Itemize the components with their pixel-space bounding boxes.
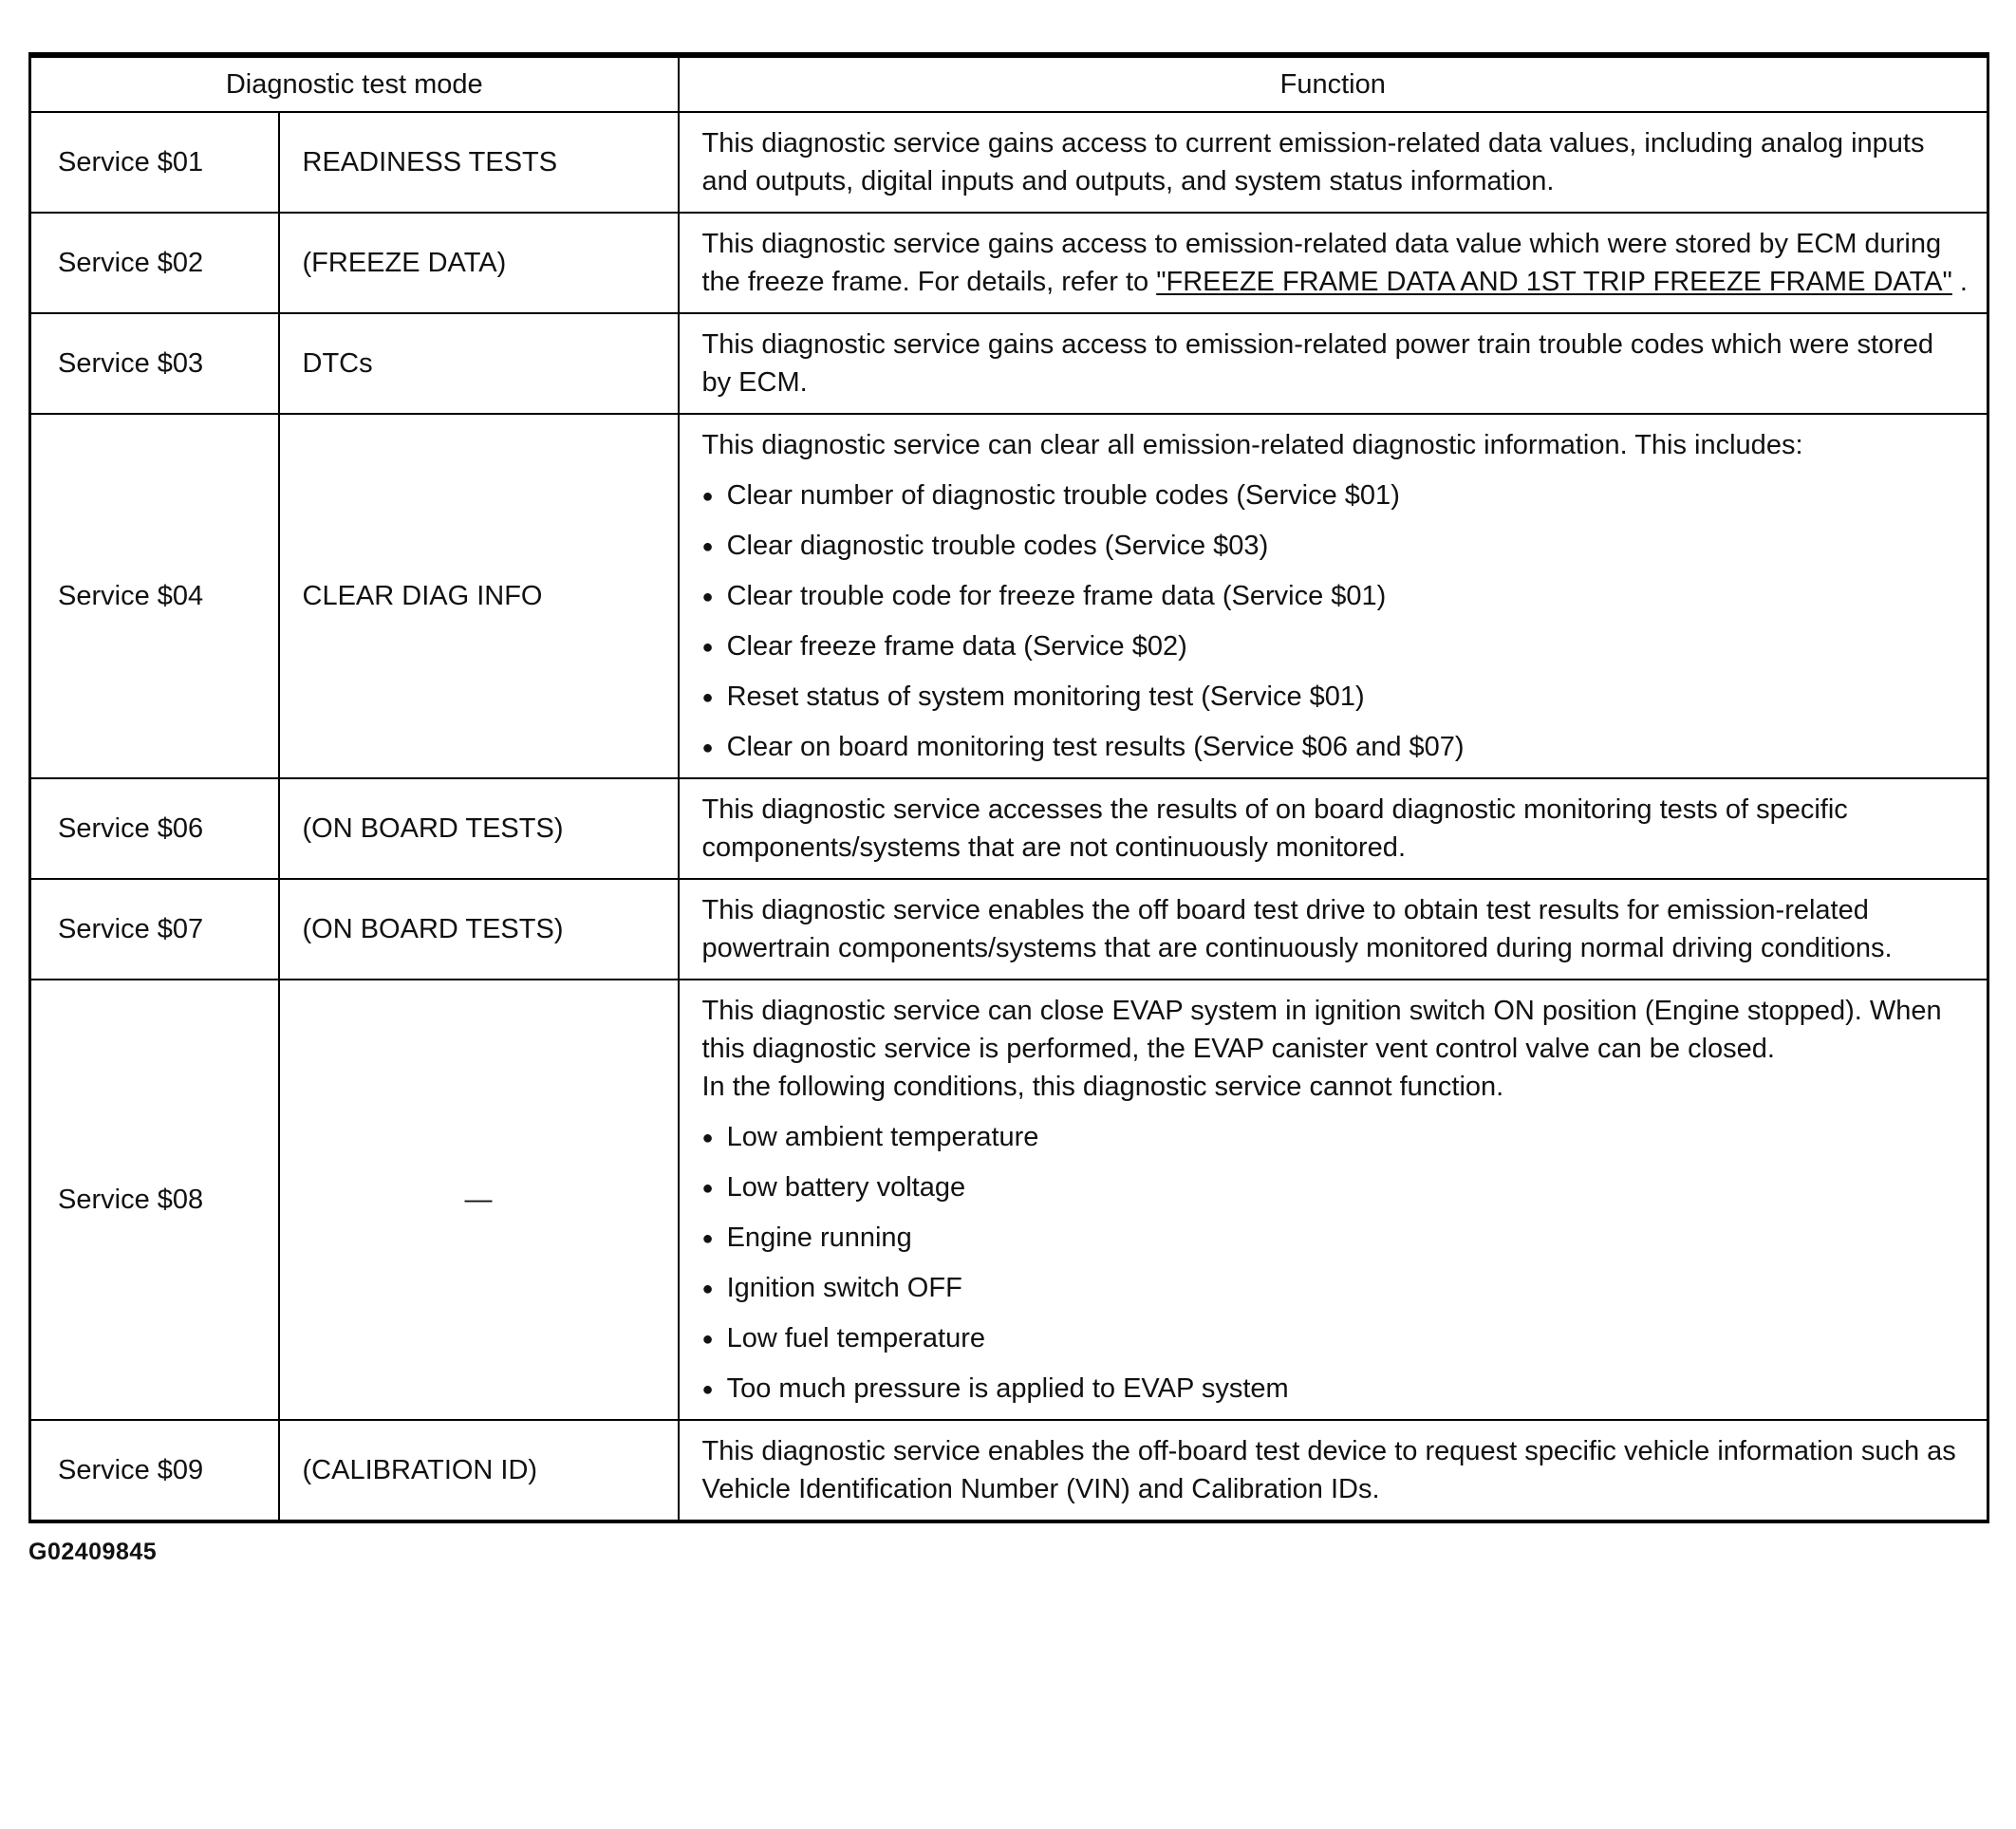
table-row xyxy=(30,213,1988,313)
bullet-text: Low fuel temperature xyxy=(726,1323,986,1354)
bullet-text: Reset status of system monitoring test (Service $01) xyxy=(726,681,1365,713)
table-row xyxy=(30,414,1988,778)
mode-cell: — xyxy=(279,980,679,1420)
bullet-icon: ● xyxy=(701,486,714,508)
table-header xyxy=(30,55,1988,112)
bullet-text: Engine running xyxy=(726,1222,912,1254)
service-cell: Service $02 xyxy=(30,213,279,313)
service-cell: Service $01 xyxy=(30,112,279,213)
function-paragraph xyxy=(702,426,1969,464)
service-cell: Service $03 xyxy=(30,313,279,414)
mode-cell: READINESS TESTS xyxy=(279,112,679,213)
table-body xyxy=(30,112,1988,1521)
function-paragraph xyxy=(702,1432,1969,1508)
bullet-text: Ignition switch OFF xyxy=(726,1273,962,1304)
bullet-text: Low ambient temperature xyxy=(726,1122,1039,1153)
function-paragraph xyxy=(702,891,1969,967)
bullet-text: Clear trouble code for freeze frame data (Service $01) xyxy=(726,581,1387,612)
bullet-item xyxy=(702,527,1969,565)
mode-cell: (FREEZE DATA) xyxy=(279,213,679,313)
function-text: This diagnostic service gains access to current emission-related data values, including analog inputs and outputs, digital inputs and outputs, and system status information. xyxy=(701,128,1925,197)
function-text: This diagnostic service accesses the results of on board diagnostic monitoring tests of specific components/systems that are not continuously monitored. xyxy=(701,794,1848,864)
function-cell xyxy=(679,414,1988,778)
function-text: This diagnostic service can clear all emission-related diagnostic information. This includes: xyxy=(701,430,1803,461)
bullet-icon: ● xyxy=(701,687,714,709)
bullet-icon: ● xyxy=(701,1128,714,1149)
bullet-item xyxy=(702,577,1969,615)
bullet-text: Clear diagnostic trouble codes (Service $03) xyxy=(726,531,1269,562)
function-paragraph xyxy=(702,1068,1969,1106)
function-paragraph xyxy=(702,992,1969,1068)
bullet-item xyxy=(702,1219,1969,1257)
bullet-icon: ● xyxy=(701,1178,714,1200)
bullet-text: Low battery voltage xyxy=(726,1172,966,1204)
bullet-item xyxy=(702,476,1969,514)
reference-link[interactable]: "FREEZE FRAME DATA AND 1ST TRIP FREEZE FRAME DATA" xyxy=(1156,267,1952,298)
function-cell xyxy=(679,213,1988,313)
table-row xyxy=(30,1420,1988,1521)
bullet-item xyxy=(702,1370,1969,1408)
table-row xyxy=(30,112,1988,213)
header-function: Function xyxy=(679,55,1988,112)
service-cell: Service $07 xyxy=(30,879,279,980)
mode-cell: (CALIBRATION ID) xyxy=(279,1420,679,1521)
bullet-icon: ● xyxy=(701,737,714,759)
table-row xyxy=(30,980,1988,1420)
diagnostic-test-mode-table xyxy=(28,52,1989,1523)
function-text: In the following conditions, this diagnostic service cannot function. xyxy=(701,1072,1504,1103)
function-cell xyxy=(679,778,1988,879)
bullet-item xyxy=(702,1118,1969,1156)
mode-cell: DTCs xyxy=(279,313,679,414)
function-text: This diagnostic service enables the off board test drive to obtain test results for emission-related powertrain components/systems that are continuously monitored during normal driving conditions. xyxy=(701,895,1893,964)
function-cell xyxy=(679,313,1988,414)
bullet-icon: ● xyxy=(701,587,714,608)
bullet-icon: ● xyxy=(701,1278,714,1300)
bullet-item xyxy=(702,678,1969,716)
mode-cell: (ON BOARD TESTS) xyxy=(279,778,679,879)
function-paragraph xyxy=(702,791,1969,867)
function-text: This diagnostic service gains access to emission-related power train trouble codes which were stored by ECM. xyxy=(701,329,1934,399)
function-text: This diagnostic service gains access to emission-related data value which were stored by ECM during the freeze frame. For details, refer to xyxy=(701,229,1942,298)
bullet-text: Clear on board monitoring test results (Service $06 and $07) xyxy=(726,732,1465,763)
table-row xyxy=(30,778,1988,879)
function-cell xyxy=(679,1420,1988,1521)
bullet-text: Clear number of diagnostic trouble codes (Service $01) xyxy=(726,480,1400,512)
bullet-item xyxy=(702,1168,1969,1206)
function-cell xyxy=(679,980,1988,1420)
bullet-icon: ● xyxy=(701,1379,714,1401)
bullet-icon: ● xyxy=(701,1228,714,1250)
bullet-item xyxy=(702,1269,1969,1307)
table-row xyxy=(30,879,1988,980)
header-diagnostic-test-mode: Diagnostic test mode xyxy=(30,55,679,112)
bullet-text: Clear freeze frame data (Service $02) xyxy=(726,631,1187,663)
bullet-item xyxy=(702,627,1969,665)
function-text: . xyxy=(1951,267,1968,298)
service-cell: Service $08 xyxy=(30,980,279,1420)
figure-id: G02409845 xyxy=(28,1539,158,1566)
bullet-item xyxy=(702,728,1969,766)
function-text: This diagnostic service enables the off-board test device to request specific vehicle information such as Vehicle Identification Number (VIN) and Calibration IDs. xyxy=(701,1436,1956,1505)
bullet-icon: ● xyxy=(701,1329,714,1351)
service-cell: Service $06 xyxy=(30,778,279,879)
function-paragraph xyxy=(702,225,1969,301)
function-cell xyxy=(679,112,1988,213)
bullet-item xyxy=(702,1319,1969,1357)
service-cell: Service $04 xyxy=(30,414,279,778)
mode-cell: CLEAR DIAG INFO xyxy=(279,414,679,778)
mode-cell: (ON BOARD TESTS) xyxy=(279,879,679,980)
bullet-text: Too much pressure is applied to EVAP system xyxy=(726,1373,1289,1405)
table-row xyxy=(30,313,1988,414)
function-paragraph xyxy=(702,124,1969,200)
function-paragraph xyxy=(702,326,1969,401)
header-row xyxy=(30,55,1988,112)
function-text: This diagnostic service can close EVAP system in ignition switch ON position (Engine stopped). When this diagnostic service is performed, the EVAP canister vent control valve can be closed. xyxy=(701,996,1942,1065)
service-cell: Service $09 xyxy=(30,1420,279,1521)
bullet-icon: ● xyxy=(701,637,714,659)
bullet-icon: ● xyxy=(701,536,714,558)
function-cell xyxy=(679,879,1988,980)
